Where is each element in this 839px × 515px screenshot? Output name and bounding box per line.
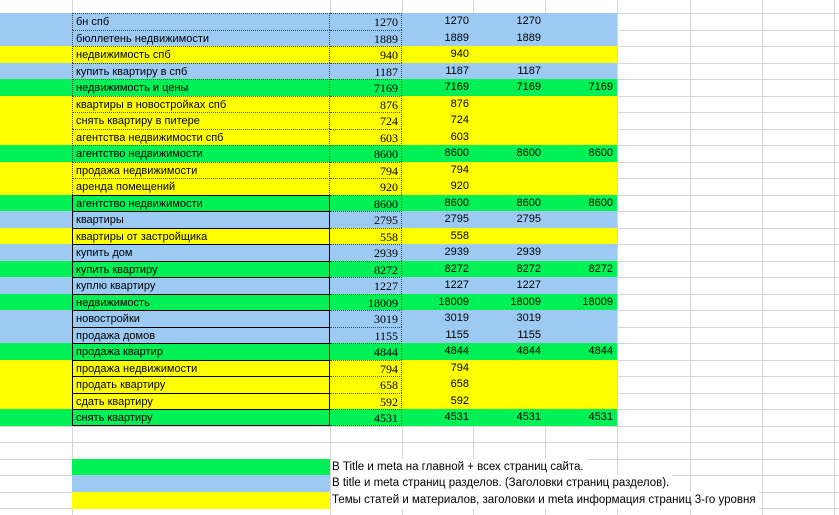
gridline-vertical — [834, 0, 835, 515]
keyword-cell[interactable]: снять квартиру в питере — [72, 112, 330, 129]
keyword-cell[interactable]: купить квартиру — [72, 261, 330, 278]
value-cell-primary[interactable]: 658 — [330, 376, 402, 393]
keyword-cell[interactable]: агентство недвижимости — [72, 145, 330, 162]
value-cell-repeat[interactable]: 1155 — [445, 328, 469, 341]
keyword-cell[interactable]: купить квартиру в спб — [72, 63, 330, 80]
value-cell-primary[interactable]: 8600 — [330, 195, 402, 212]
value-cell-repeat[interactable]: 3019 — [444, 312, 469, 324]
keyword-cell[interactable]: агентство недвижимости — [72, 195, 330, 212]
value-cell-repeat[interactable]: 1155 — [517, 328, 541, 341]
keyword-cell[interactable]: квартиры — [72, 211, 330, 228]
keyword-cell[interactable]: недвижимость — [72, 294, 330, 311]
value-cell-primary[interactable]: 3019 — [330, 310, 402, 327]
value-cell-repeat[interactable]: 4844 — [588, 345, 613, 357]
value-cell-primary[interactable]: 8272 — [330, 261, 402, 278]
value-cell-primary[interactable]: 876 — [330, 96, 402, 113]
value-cell-repeat[interactable]: 1270 — [444, 15, 469, 27]
value-cell-primary[interactable]: 18009 — [330, 294, 402, 311]
value-cell-repeat[interactable]: 18009 — [582, 295, 613, 308]
value-cell-primary[interactable]: 8600 — [330, 145, 402, 162]
value-cell-primary[interactable]: 1270 — [330, 13, 402, 30]
value-cell-primary[interactable]: 2939 — [330, 244, 402, 261]
value-cell-repeat[interactable]: 7169 — [444, 81, 469, 93]
value-cell-repeat[interactable]: 1187 — [445, 64, 469, 77]
value-cell-repeat[interactable]: 8272 — [588, 262, 613, 275]
keyword-cell[interactable]: продажа недвижимости — [72, 360, 330, 377]
value-cell-repeat[interactable]: 1187 — [517, 64, 541, 77]
value-cell-repeat[interactable]: 724 — [450, 114, 469, 126]
value-cell-primary[interactable]: 794 — [330, 360, 402, 377]
keyword-cell[interactable]: продажа домов — [72, 327, 330, 344]
value-cell-repeat[interactable]: 603 — [450, 130, 469, 143]
value-cell-repeat[interactable]: 8272 — [516, 262, 541, 275]
value-cell-primary[interactable]: 1889 — [330, 30, 402, 47]
legend-label[interactable]: В title и meta страниц разделов. (Заголовки страниц разделов). — [331, 475, 672, 492]
keyword-cell[interactable]: агентства недвижимости спб — [72, 129, 330, 146]
gridline-horizontal — [0, 442, 839, 443]
value-cell-repeat[interactable]: 8600 — [444, 147, 469, 159]
keyword-cell[interactable]: недвижимость и цены — [72, 79, 330, 96]
value-cell-repeat[interactable]: 2939 — [516, 246, 541, 258]
value-cell-repeat[interactable]: 1889 — [516, 31, 541, 44]
value-cell-repeat[interactable]: 940 — [450, 48, 469, 60]
value-cell-repeat[interactable]: 558 — [450, 229, 469, 242]
legend-swatch-green[interactable] — [72, 459, 330, 476]
value-cell-repeat[interactable]: 592 — [450, 394, 469, 407]
keyword-cell[interactable]: бюллетень недвижимости — [72, 30, 330, 47]
keyword-cell[interactable]: продажа квартир — [72, 343, 330, 360]
keyword-cell[interactable]: продажа недвижимости — [72, 162, 330, 179]
keyword-cell[interactable]: куплю квартиру — [72, 277, 330, 294]
value-cell-primary[interactable]: 1187 — [330, 63, 402, 80]
legend-swatch-blue[interactable] — [72, 475, 330, 492]
keyword-cell[interactable]: недвижимость спб — [72, 46, 330, 63]
keyword-cell[interactable]: квартиры в новостройках спб — [72, 96, 330, 113]
value-cell-repeat[interactable]: 8600 — [516, 196, 541, 209]
value-cell-primary[interactable]: 558 — [330, 228, 402, 245]
value-cell-primary[interactable]: 592 — [330, 393, 402, 410]
value-cell-repeat[interactable]: 4844 — [444, 345, 469, 357]
value-cell-primary[interactable]: 1227 — [330, 277, 402, 294]
value-cell-repeat[interactable]: 8272 — [444, 262, 469, 275]
value-cell-primary[interactable]: 794 — [330, 162, 402, 179]
value-cell-repeat[interactable]: 7169 — [516, 81, 541, 93]
value-cell-primary[interactable]: 4844 — [330, 343, 402, 360]
value-cell-repeat[interactable]: 1227 — [444, 279, 469, 291]
legend-label[interactable]: Темы статей и материалов, заголовки и meta информация страниц 3-го уровня — [331, 492, 759, 509]
value-cell-primary[interactable]: 7169 — [330, 79, 402, 96]
keyword-cell[interactable]: бн спб — [72, 13, 330, 30]
gridline-vertical — [762, 0, 763, 515]
keyword-cell[interactable]: продать квартиру — [72, 376, 330, 393]
value-cell-repeat[interactable]: 2795 — [516, 213, 541, 225]
value-cell-repeat[interactable]: 4531 — [444, 411, 469, 423]
value-cell-repeat[interactable]: 1227 — [516, 279, 541, 291]
value-cell-primary[interactable]: 2795 — [330, 211, 402, 228]
legend-label[interactable]: В Title и meta на главной + всех страниц сайта. — [331, 459, 587, 476]
value-cell-repeat[interactable]: 18009 — [510, 295, 541, 308]
value-cell-repeat[interactable]: 4531 — [588, 411, 613, 423]
value-cell-repeat[interactable]: 8600 — [588, 196, 613, 209]
gridline-vertical — [617, 0, 618, 515]
value-cell-repeat[interactable]: 1889 — [444, 31, 469, 44]
value-cell-primary[interactable]: 940 — [330, 46, 402, 63]
value-cell-repeat[interactable]: 4531 — [516, 411, 541, 423]
value-cell-repeat[interactable]: 794 — [450, 361, 469, 374]
gridline-vertical — [690, 0, 691, 515]
value-cell-repeat[interactable]: 658 — [450, 378, 469, 390]
value-cell-repeat[interactable]: 7169 — [588, 81, 613, 93]
value-cell-repeat[interactable]: 876 — [450, 97, 469, 110]
value-cell-primary[interactable]: 603 — [330, 129, 402, 146]
value-cell-repeat[interactable]: 18009 — [438, 295, 469, 308]
value-cell-repeat[interactable]: 8600 — [516, 147, 541, 159]
value-cell-repeat[interactable]: 4844 — [516, 345, 541, 357]
value-cell-repeat[interactable]: 2795 — [444, 213, 469, 225]
value-cell-primary[interactable]: 4531 — [330, 409, 402, 426]
keyword-cell[interactable]: аренда помещений — [72, 178, 330, 195]
keyword-cell[interactable]: снять квартиру — [72, 409, 330, 426]
keyword-cell[interactable]: квартиры от застройщика — [72, 228, 330, 245]
value-cell-primary[interactable]: 724 — [330, 112, 402, 129]
value-cell-repeat[interactable]: 1270 — [516, 15, 541, 27]
keyword-cell[interactable]: сдать квартиру — [72, 393, 330, 410]
value-cell-primary[interactable]: 1155 — [330, 327, 402, 344]
value-cell-repeat[interactable]: 2939 — [444, 246, 469, 258]
value-cell-repeat[interactable]: 920 — [450, 180, 469, 192]
value-cell-repeat[interactable]: 794 — [450, 163, 469, 176]
legend-swatch-yellow[interactable] — [72, 492, 330, 509]
value-cell-primary[interactable]: 920 — [330, 178, 402, 195]
value-cell-repeat[interactable]: 8600 — [588, 147, 613, 159]
keyword-cell[interactable]: новостройки — [72, 310, 330, 327]
value-cell-repeat[interactable]: 8600 — [444, 196, 469, 209]
keyword-cell[interactable]: купить дом — [72, 244, 330, 261]
value-cell-repeat[interactable]: 3019 — [516, 312, 541, 324]
